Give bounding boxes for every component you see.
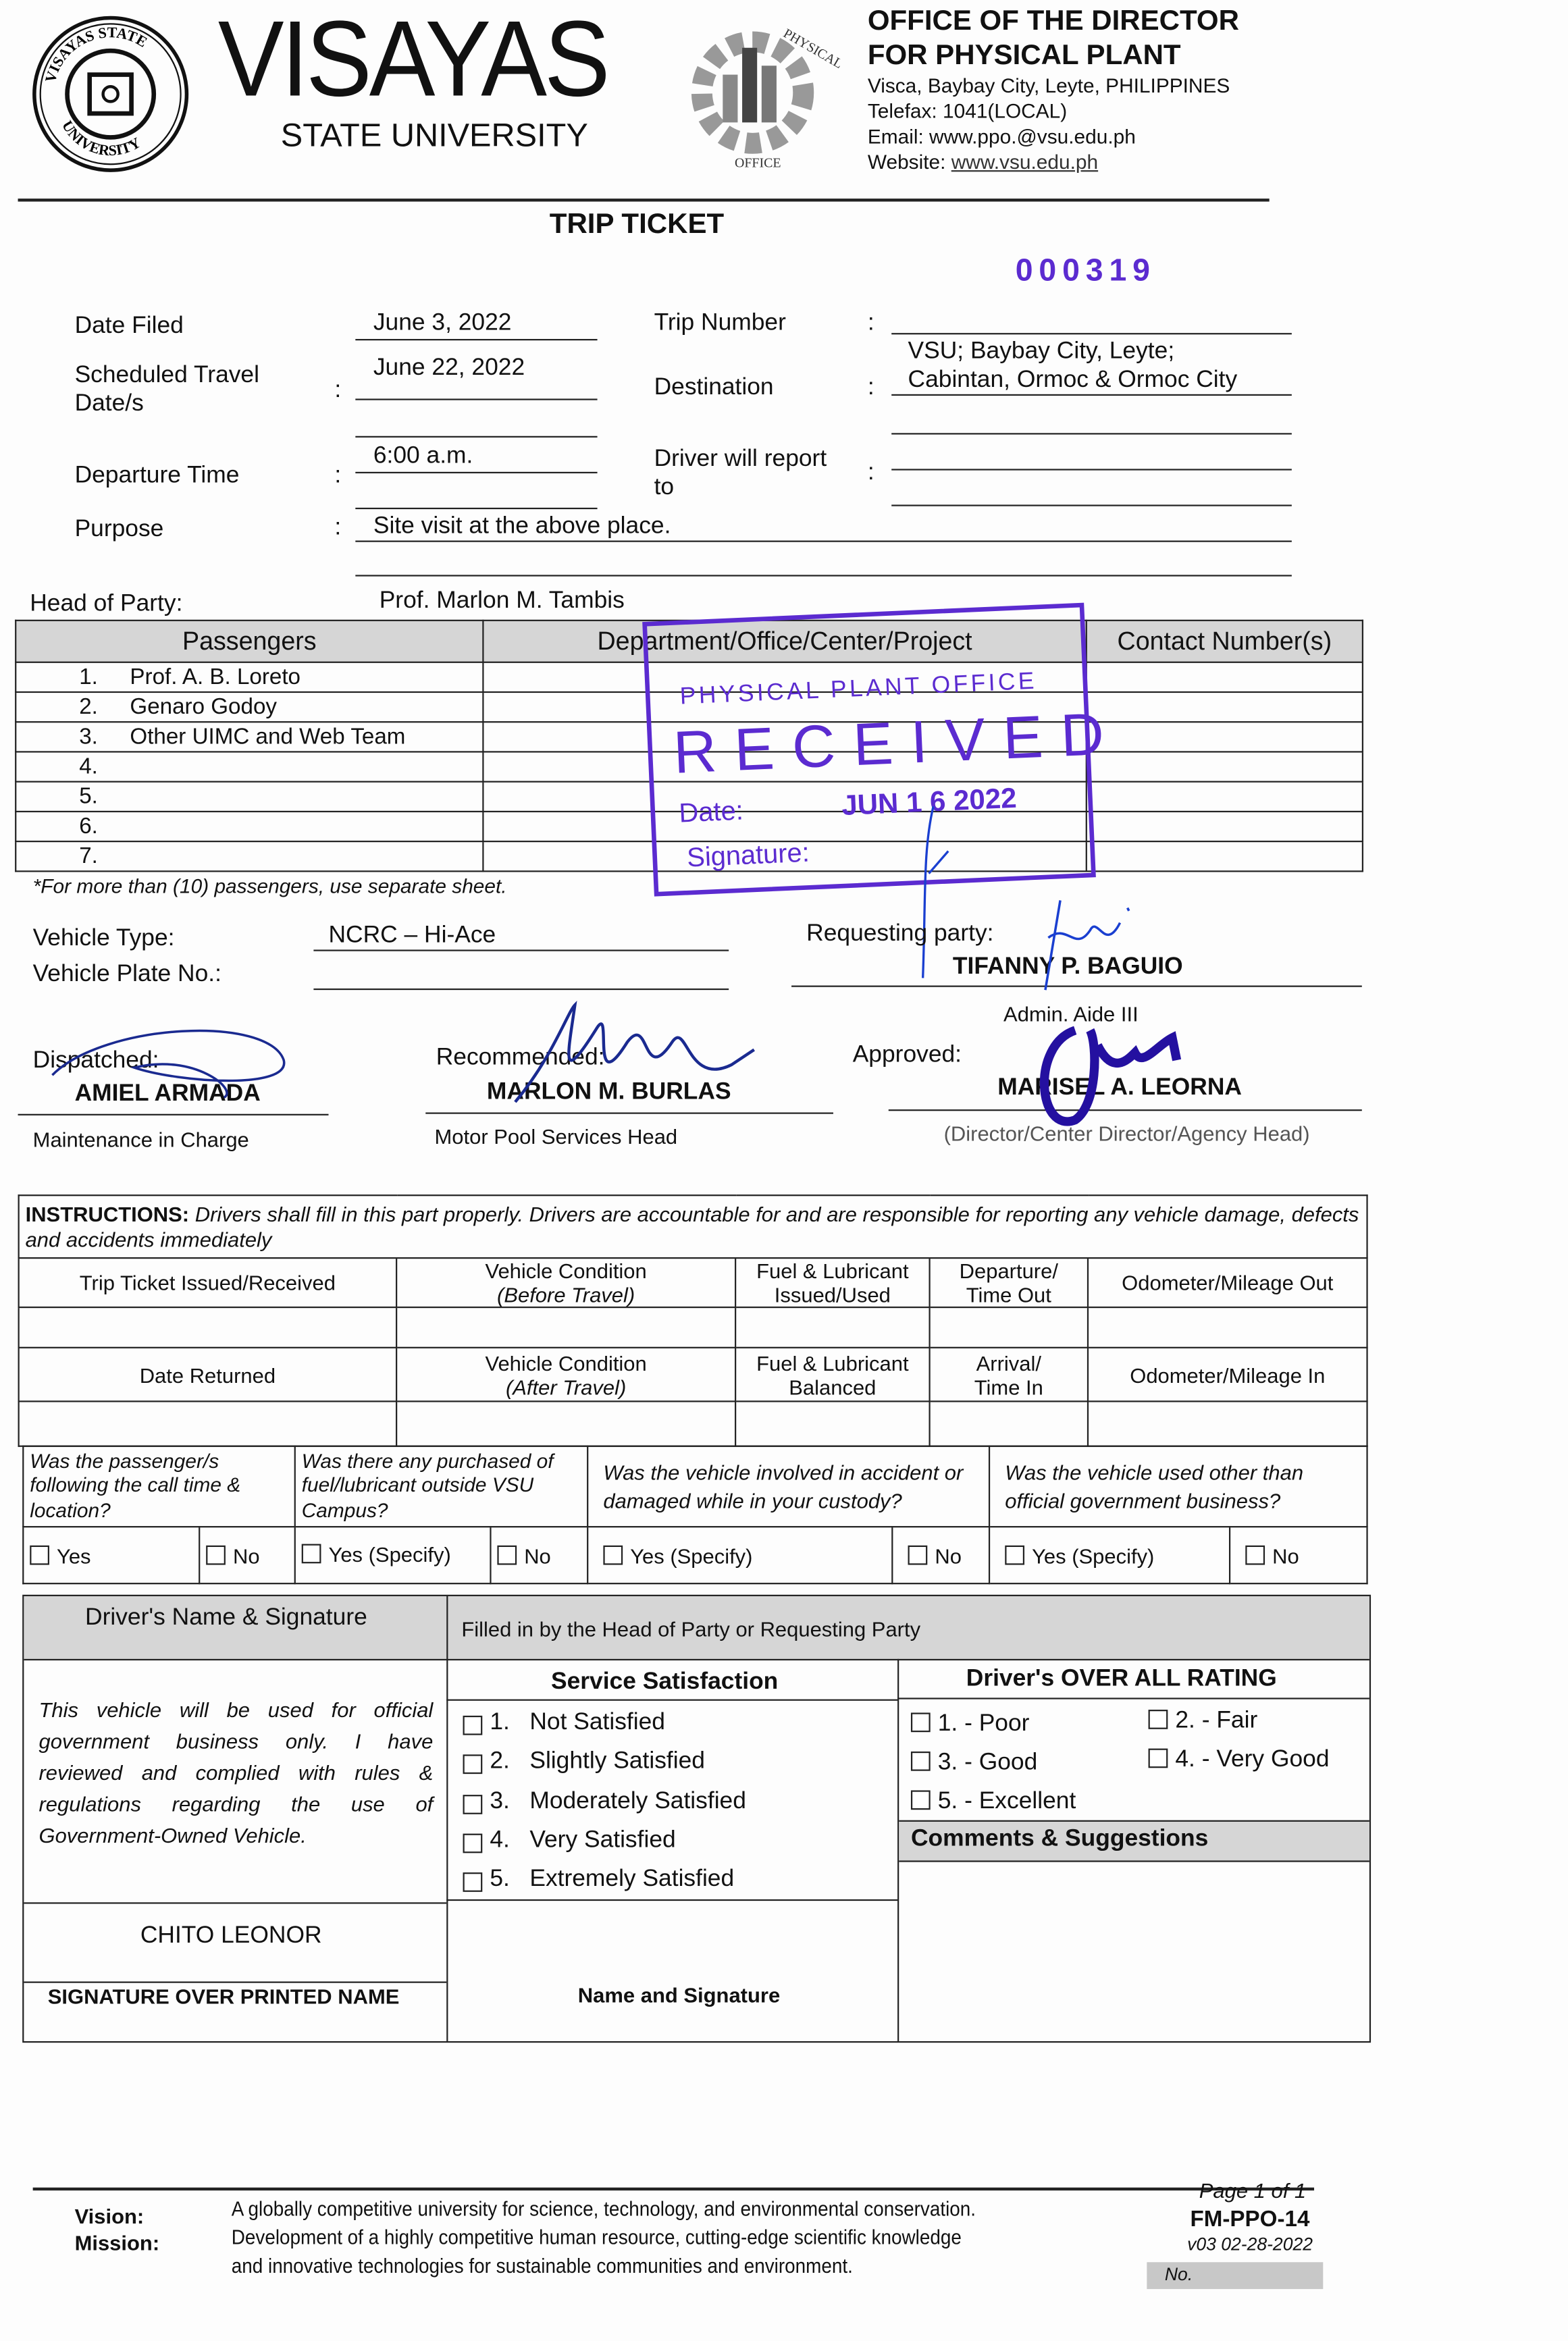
approved-name: MARISEL A. LEORNA bbox=[997, 1075, 1242, 1101]
driver-report-label: Driver will report bbox=[654, 446, 827, 472]
vehicle-type-value[interactable]: NCRC – Hi-Ace bbox=[328, 922, 496, 949]
passengers-header: Passengers bbox=[16, 621, 483, 662]
office-telefax: Telefax: 1041(LOCAL) bbox=[867, 100, 1068, 123]
label: Arrival/ bbox=[976, 1350, 1041, 1375]
vision-text: A globally competitive university for science, technology, and environmental conservation. bbox=[231, 2196, 976, 2221]
head-of-party-value[interactable]: Prof. Marlon M. Tambis bbox=[379, 588, 625, 614]
driver-header: Driver's Name & Signature bbox=[85, 1605, 367, 1631]
passenger-name-cell[interactable] bbox=[16, 722, 483, 752]
entry-cell[interactable] bbox=[1088, 1402, 1367, 1446]
passenger-number: 6. bbox=[79, 814, 98, 839]
label: (Before Travel) bbox=[497, 1282, 635, 1307]
passenger-number: 2. bbox=[79, 694, 98, 720]
service-option-2[interactable] bbox=[463, 1749, 705, 1777]
entry-cell[interactable] bbox=[396, 1307, 735, 1348]
colon: : bbox=[867, 460, 874, 485]
checkbox-icon bbox=[206, 1545, 226, 1564]
q3-no-checkbox[interactable] bbox=[892, 1527, 989, 1583]
passenger-contact-cell[interactable] bbox=[1087, 722, 1363, 752]
recommended-label: Recommended: bbox=[436, 1045, 605, 1071]
trip-log-table bbox=[18, 1194, 1368, 1447]
service-option-3[interactable] bbox=[463, 1788, 746, 1816]
passenger-name: Genaro Godoy bbox=[130, 694, 278, 720]
question-fuel-purchase: Was there any purchased of fuel/lubricant outside VSU Campus? bbox=[295, 1446, 587, 1527]
entry-cell[interactable] bbox=[396, 1402, 735, 1446]
vehicle-plate-label: Vehicle Plate No.: bbox=[32, 962, 221, 987]
svg-text:OFFICE: OFFICE bbox=[735, 155, 781, 171]
label: 4. Very Satisfied bbox=[490, 1827, 676, 1853]
q1-yes-checkbox[interactable] bbox=[23, 1527, 199, 1583]
requesting-signature bbox=[1030, 893, 1150, 997]
checkbox-icon bbox=[30, 1545, 49, 1564]
header-arrival-time bbox=[930, 1348, 1088, 1402]
passenger-name: Prof. A. B. Loreto bbox=[130, 664, 301, 690]
question-accident: Was the vehicle involved in accident or damaged while in your custody? bbox=[587, 1446, 989, 1527]
destination-line bbox=[891, 394, 1292, 396]
entry-cell[interactable] bbox=[19, 1402, 396, 1446]
rating-option-2[interactable] bbox=[1149, 1708, 1258, 1736]
passenger-contact-cell[interactable] bbox=[1087, 841, 1363, 871]
rating-option-3[interactable] bbox=[911, 1750, 1037, 1778]
label: No bbox=[935, 1543, 962, 1567]
label: 1. Not Satisfied bbox=[490, 1710, 665, 1735]
driver-signature-label: SIGNATURE OVER PRINTED NAME bbox=[47, 1984, 400, 2009]
university-seal-logo bbox=[30, 15, 191, 173]
departure-label: Departure Time bbox=[74, 463, 240, 489]
checkbox-icon bbox=[463, 1833, 483, 1853]
driver-feedback-section bbox=[22, 1595, 1371, 2043]
label: Yes (Specify) bbox=[1032, 1543, 1155, 1567]
divider bbox=[446, 1899, 897, 1901]
university-subname: STATE UNIVERSITY bbox=[280, 116, 588, 154]
colon: : bbox=[867, 310, 874, 336]
recommended-title: Motor Pool Services Head bbox=[434, 1124, 678, 1149]
label: No bbox=[1272, 1543, 1299, 1567]
head-of-party-label: Head of Party: bbox=[30, 591, 183, 617]
label: 4. - Very Good bbox=[1175, 1747, 1330, 1772]
stamp-signature-label: Signature: bbox=[686, 837, 810, 873]
label: Balanced bbox=[789, 1375, 877, 1399]
purpose-value[interactable]: Site visit at the above place. bbox=[373, 513, 671, 540]
date-filed-label: Date Filed bbox=[74, 313, 184, 339]
header-date-returned: Date Returned bbox=[19, 1348, 396, 1402]
passenger-name-cell[interactable] bbox=[16, 662, 483, 692]
passenger-name-cell[interactable] bbox=[16, 812, 483, 841]
instructions-cell bbox=[19, 1195, 1367, 1258]
entry-cell[interactable] bbox=[735, 1402, 929, 1446]
passenger-contact-cell[interactable] bbox=[1087, 812, 1363, 841]
header-departure-time bbox=[930, 1258, 1088, 1307]
recommended-name: MARLON M. BURLAS bbox=[486, 1079, 731, 1105]
entry-cell[interactable] bbox=[930, 1307, 1088, 1348]
checkbox-icon bbox=[463, 1873, 483, 1893]
rating-option-1[interactable] bbox=[911, 1711, 1029, 1739]
approved-title: (Director/Center Director/Agency Head) bbox=[943, 1121, 1310, 1146]
purpose-line-2 bbox=[355, 575, 1292, 576]
requesting-name: TIFANNY P. BAGUIO bbox=[952, 954, 1183, 980]
label: No bbox=[524, 1543, 551, 1567]
scheduled-line-2 bbox=[355, 436, 597, 438]
q3-yes-checkbox[interactable] bbox=[587, 1527, 892, 1583]
comments-header: Comments & Suggestions bbox=[910, 1826, 1209, 1852]
passenger-name-cell[interactable] bbox=[16, 692, 483, 722]
svg-text:PHYSICAL: PHYSICAL bbox=[781, 26, 845, 72]
purpose-label: Purpose bbox=[74, 517, 164, 542]
destination-line-2 bbox=[891, 433, 1292, 434]
label: 1. - Poor bbox=[937, 1711, 1030, 1737]
dispatched-label: Dispatched: bbox=[32, 1048, 159, 1074]
destination-value-line1[interactable]: VSU; Baybay City, Leyte; bbox=[908, 338, 1175, 365]
stamp-date-label: Date: bbox=[678, 795, 744, 828]
divider bbox=[446, 1700, 897, 1701]
checkbox-icon bbox=[463, 1755, 483, 1774]
label: Vehicle Condition bbox=[485, 1259, 647, 1283]
dispatched-title: Maintenance in Charge bbox=[32, 1127, 249, 1151]
colon: : bbox=[334, 463, 342, 489]
form-title: TRIP TICKET bbox=[549, 209, 725, 241]
vehicle-type-label: Vehicle Type: bbox=[32, 926, 175, 951]
checkbox-icon bbox=[911, 1712, 931, 1732]
label: (After Travel) bbox=[505, 1375, 627, 1399]
header-odometer-out: Odometer/Mileage Out bbox=[1088, 1258, 1367, 1307]
label: Issued/Used bbox=[774, 1282, 891, 1307]
label: Time Out bbox=[966, 1282, 1051, 1307]
label: 3. Moderately Satisfied bbox=[490, 1788, 746, 1814]
divider bbox=[24, 1982, 446, 1983]
number-box bbox=[1147, 2262, 1323, 2289]
serial-number: 000319 bbox=[1015, 253, 1156, 288]
scheduled-line bbox=[355, 398, 597, 400]
entry-cell[interactable] bbox=[735, 1307, 929, 1348]
office-address: Visca, Baybay City, Leyte, PHILIPPINES bbox=[867, 74, 1230, 97]
label: Yes (Specify) bbox=[328, 1542, 451, 1567]
header-vehicle-condition-before bbox=[396, 1258, 735, 1307]
vehicle-plate-line bbox=[313, 989, 729, 990]
out-entry-row bbox=[19, 1307, 1367, 1348]
label: 5. - Excellent bbox=[937, 1789, 1076, 1814]
passenger-name: Other UIMC and Web Team bbox=[130, 724, 406, 750]
checkbox-icon bbox=[911, 1752, 931, 1771]
departure-line-2 bbox=[355, 508, 597, 509]
driver-report-line-2 bbox=[891, 504, 1292, 506]
driver-statement: This vehicle will be used for official government business only. I have reviewed and complied with rules & regulations regarding the use of Government-Owned Vehicle. bbox=[38, 1698, 434, 1847]
approved-signature bbox=[1030, 1016, 1209, 1135]
website-link[interactable]: www.vsu.edu.ph bbox=[951, 151, 1099, 174]
number-label: No. bbox=[1164, 2263, 1193, 2285]
footer-divider bbox=[33, 2188, 1314, 2190]
in-entry-row bbox=[19, 1402, 1367, 1446]
office-title-line1: OFFICE OF THE DIRECTOR bbox=[867, 5, 1239, 38]
checkbox-icon bbox=[497, 1545, 517, 1564]
passenger-name-cell[interactable] bbox=[16, 782, 483, 812]
question-call-time: Was the passenger/s following the call time & location? bbox=[23, 1446, 294, 1527]
q2-no-checkbox[interactable] bbox=[490, 1527, 587, 1583]
passenger-contact-cell[interactable] bbox=[1087, 752, 1363, 781]
dispatched-signature bbox=[45, 1016, 298, 1105]
purpose-line bbox=[355, 541, 1292, 542]
header-trip-ticket-issued: Trip Ticket Issued/Received bbox=[19, 1258, 396, 1307]
scheduled-label: Scheduled Travel bbox=[74, 363, 259, 388]
office-title-line2: FOR PHYSICAL PLANT bbox=[867, 40, 1181, 72]
rating-header: Driver's OVER ALL RATING bbox=[966, 1666, 1277, 1692]
checkbox-icon bbox=[1245, 1545, 1265, 1564]
requesting-title: Admin. Aide III bbox=[1003, 1001, 1139, 1026]
instructions-label: INSTRUCTIONS: bbox=[25, 1201, 190, 1226]
passenger-contact-cell[interactable] bbox=[1087, 662, 1363, 692]
requesting-label: Requesting party: bbox=[806, 921, 994, 947]
physical-plant-gear-logo bbox=[675, 15, 847, 172]
service-option-1[interactable] bbox=[463, 1710, 665, 1737]
questions-table bbox=[22, 1446, 1368, 1585]
checkbox-icon bbox=[908, 1545, 928, 1564]
service-option-4[interactable] bbox=[463, 1828, 676, 1856]
scheduled-label-2: Date/s bbox=[74, 391, 144, 417]
date-filed-value[interactable]: June 3, 2022 bbox=[373, 310, 512, 336]
label: Vehicle Condition bbox=[485, 1350, 647, 1375]
passenger-number: 1. bbox=[79, 664, 98, 690]
approved-label: Approved: bbox=[852, 1042, 962, 1068]
service-satisfaction-header: Service Satisfaction bbox=[551, 1669, 779, 1695]
entry-cell[interactable] bbox=[1088, 1307, 1367, 1348]
feedback-header: Filled in by the Head of Party or Requesting Party bbox=[461, 1616, 921, 1641]
label: Yes (Specify) bbox=[630, 1543, 753, 1567]
checkbox-icon bbox=[463, 1794, 483, 1814]
received-stamp bbox=[642, 603, 1124, 897]
mission-text-2: and innovative technologies for sustainable communities and environment. bbox=[231, 2253, 853, 2278]
service-option-5[interactable] bbox=[463, 1867, 735, 1895]
passenger-name-cell[interactable] bbox=[16, 752, 483, 781]
checkbox-icon bbox=[1005, 1545, 1024, 1564]
stamp-office: PHYSICAL PLANT OFFICE bbox=[679, 668, 1038, 710]
label: Fuel & Lubricant bbox=[756, 1350, 909, 1375]
rating-option-5[interactable] bbox=[911, 1789, 1076, 1816]
label: 2. - Fair bbox=[1175, 1708, 1258, 1734]
colon: : bbox=[334, 515, 342, 541]
passenger-number: 7. bbox=[79, 843, 98, 870]
label: Yes bbox=[57, 1543, 91, 1567]
trip-number-label: Trip Number bbox=[654, 310, 786, 336]
form-version: v03 02-28-2022 bbox=[1187, 2234, 1313, 2255]
rating-option-4[interactable] bbox=[1149, 1747, 1330, 1774]
departure-line bbox=[355, 472, 597, 473]
driver-report-line bbox=[891, 469, 1292, 470]
passenger-number: 4. bbox=[79, 754, 98, 780]
driver-name: CHITO LEONOR bbox=[140, 1923, 322, 1949]
passenger-name-cell[interactable] bbox=[16, 841, 483, 871]
q4-no-checkbox[interactable] bbox=[1230, 1527, 1367, 1583]
passenger-number: 3. bbox=[79, 724, 98, 750]
label: Fuel & Lubricant bbox=[756, 1259, 909, 1283]
label: 2. Slightly Satisfied bbox=[490, 1749, 705, 1774]
colon: : bbox=[334, 377, 342, 404]
recommended-signature bbox=[508, 997, 762, 1124]
destination-value-line2[interactable]: Cabintan, Ormoc & Ormoc City bbox=[908, 367, 1238, 393]
date-filed-line bbox=[355, 339, 597, 340]
out-header-row bbox=[19, 1258, 1367, 1307]
label: No bbox=[232, 1543, 260, 1567]
scheduled-value[interactable]: June 22, 2022 bbox=[373, 355, 525, 381]
entry-cell[interactable] bbox=[930, 1402, 1088, 1446]
page-number: Page 1 of 1 bbox=[1199, 2178, 1307, 2203]
comments-area[interactable] bbox=[899, 1862, 1369, 2041]
office-website bbox=[868, 151, 1098, 174]
entry-cell[interactable] bbox=[19, 1307, 396, 1348]
passengers-note: *For more than (10) passengers, use separate sheet. bbox=[32, 874, 507, 898]
q4-yes-checkbox[interactable] bbox=[989, 1527, 1230, 1583]
mission-text-1: Development of a highly competitive human resource, cutting-edge scientific knowledge bbox=[231, 2224, 962, 2249]
dispatched-name: AMIEL ARMADA bbox=[74, 1081, 261, 1107]
label: 3. - Good bbox=[937, 1750, 1038, 1776]
departure-value[interactable]: 6:00 a.m. bbox=[373, 443, 473, 469]
destination-label: Destination bbox=[654, 375, 774, 400]
q1-no-checkbox[interactable] bbox=[199, 1527, 295, 1583]
office-email: Email: www.ppo.@vsu.edu.ph bbox=[867, 125, 1136, 148]
label: Time In bbox=[974, 1375, 1043, 1399]
dispatched-line bbox=[18, 1114, 329, 1115]
instructions-text: Drivers shall fill in this part properly. Drivers are accountable for and are responsible for reporting any vehicle damage, defects and accidents immediately bbox=[25, 1201, 1359, 1251]
header-divider bbox=[18, 199, 1270, 201]
checkbox-icon bbox=[911, 1790, 931, 1810]
vision-label: Vision: bbox=[74, 2204, 145, 2228]
department-header: Department/Office/Center/Project bbox=[483, 621, 1086, 662]
colon: : bbox=[867, 375, 874, 400]
label: 5. Extremely Satisfied bbox=[490, 1866, 735, 1893]
passenger-contact-cell[interactable] bbox=[1087, 692, 1363, 722]
header-odometer-in: Odometer/Mileage In bbox=[1088, 1348, 1367, 1402]
header-fuel-issued bbox=[735, 1258, 929, 1307]
divider bbox=[24, 1902, 446, 1903]
checkbox-icon bbox=[302, 1544, 321, 1563]
checkbox-icon bbox=[603, 1545, 623, 1564]
stamp-date: JUN 1 6 2022 bbox=[841, 783, 1018, 823]
passenger-number: 5. bbox=[79, 783, 98, 810]
header-fuel-balanced bbox=[735, 1348, 929, 1402]
checkbox-icon bbox=[1149, 1710, 1168, 1729]
contact-header: Contact Number(s) bbox=[1087, 621, 1363, 662]
q2-yes-checkbox[interactable] bbox=[295, 1527, 491, 1583]
passenger-contact-cell[interactable] bbox=[1087, 782, 1363, 812]
checkbox-icon bbox=[463, 1716, 483, 1735]
svg-text:UNIVERSITY: UNIVERSITY bbox=[58, 117, 144, 159]
in-header-row bbox=[19, 1348, 1367, 1402]
svg-text:VISAYAS STATE: VISAYAS STATE bbox=[41, 24, 151, 84]
website-label: Website: bbox=[867, 151, 951, 174]
question-other-use: Was the vehicle used other than official government business? bbox=[989, 1446, 1367, 1527]
trip-number-line bbox=[891, 333, 1292, 334]
vehicle-type-line bbox=[313, 949, 729, 951]
stamp-received: RECEIVED bbox=[672, 701, 1124, 787]
divider bbox=[446, 1596, 448, 2041]
divider bbox=[897, 1698, 1369, 1699]
header-vehicle-condition-after bbox=[396, 1348, 735, 1402]
form-code: FM-PPO-14 bbox=[1190, 2207, 1310, 2233]
name-signature-label: Name and Signature bbox=[577, 1982, 781, 2007]
label: Departure/ bbox=[959, 1259, 1058, 1283]
university-name: VISAYAS bbox=[217, 0, 608, 120]
mission-label: Mission: bbox=[74, 2230, 160, 2255]
checkbox-icon bbox=[1149, 1749, 1168, 1768]
driver-report-label-2: to bbox=[654, 475, 675, 500]
